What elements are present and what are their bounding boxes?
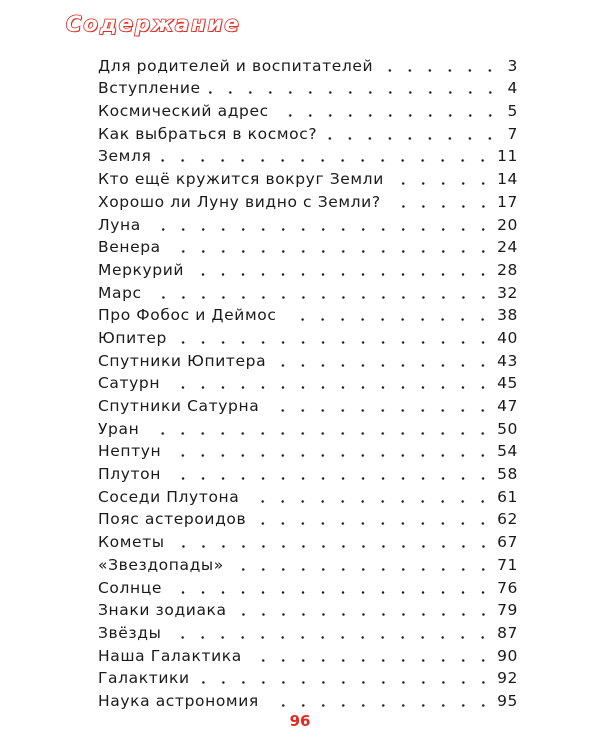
toc-entry[interactable] — [98, 98, 518, 121]
toc-entry[interactable] — [98, 620, 518, 643]
toc-entry-title: Пояс астероидов — [98, 510, 247, 529]
dot-leader — [277, 114, 500, 117]
toc-entry-page: 38 — [497, 306, 518, 325]
toc-entry[interactable] — [98, 575, 518, 598]
toc-entry[interactable] — [98, 189, 518, 212]
toc-entry-page: 5 — [507, 102, 518, 121]
dot-leader — [247, 500, 493, 503]
dot-leader — [381, 69, 500, 72]
page-title: Содержание — [66, 12, 241, 36]
toc-entry-page: 79 — [497, 601, 518, 620]
toc-entry-title: Для родителей и воспитателей — [98, 56, 374, 75]
dot-leader — [235, 613, 493, 616]
toc-entry-page: 90 — [497, 646, 518, 665]
toc-entry-title: Соседи Плутона — [98, 487, 240, 506]
toc-entry[interactable] — [98, 371, 518, 394]
dot-leader — [159, 159, 493, 162]
toc-entry-page: 58 — [497, 465, 518, 484]
dot-leader — [169, 454, 493, 457]
toc-entry-page: 50 — [497, 419, 518, 438]
toc-entry-title: Плутон — [98, 465, 161, 484]
toc-entry-title: Марс — [98, 283, 142, 302]
toc-entry-page: 76 — [497, 578, 518, 597]
toc-entry-page: 95 — [497, 691, 518, 710]
toc-entry-title: Хорошо ли Луну видно с Земли? — [98, 192, 381, 211]
dot-leader — [209, 91, 500, 94]
toc-entry-page: 61 — [497, 487, 518, 506]
toc-entry[interactable] — [98, 507, 518, 530]
dot-leader — [175, 341, 493, 344]
toc-entry[interactable] — [98, 212, 518, 235]
dot-leader — [325, 137, 500, 140]
toc-entry-page: 54 — [497, 442, 518, 461]
dot-leader — [169, 636, 493, 639]
toc-entry-title: Юпитер — [98, 328, 167, 347]
toc-entry-title: Про Фобос и Деймос — [98, 306, 277, 325]
toc-entry[interactable] — [98, 53, 518, 76]
toc-entry[interactable] — [98, 666, 518, 689]
toc-entry[interactable] — [98, 688, 518, 711]
toc-entry-page: 20 — [497, 215, 518, 234]
dot-leader — [147, 432, 493, 435]
toc-entry[interactable] — [98, 393, 518, 416]
toc-entry[interactable] — [98, 552, 518, 575]
toc-entry[interactable] — [98, 280, 518, 303]
toc-entry-page: 4 — [507, 79, 518, 98]
toc-entry[interactable] — [98, 643, 518, 666]
toc-entry-title: Солнце — [98, 578, 163, 597]
toc-entry-title: «Звездопады» — [98, 555, 224, 574]
dot-leader — [192, 273, 493, 276]
toc-entry-page: 14 — [497, 170, 518, 189]
toc-entry[interactable] — [98, 461, 518, 484]
toc-entry[interactable] — [98, 144, 518, 167]
dot-leader — [169, 477, 493, 480]
toc-entry-page: 92 — [497, 669, 518, 688]
toc-entry[interactable] — [98, 598, 518, 621]
toc-entry-page: 67 — [497, 533, 518, 552]
toc-entry-page: 3 — [507, 56, 518, 75]
dot-leader — [232, 568, 493, 571]
dot-leader — [274, 364, 493, 367]
dot-leader — [198, 681, 493, 684]
toc-entry-page: 40 — [497, 328, 518, 347]
toc-entry-title: Звёзды — [98, 623, 162, 642]
toc-entry-title: Галактики — [98, 669, 190, 688]
toc-entry[interactable] — [98, 484, 518, 507]
toc-entry-title: Спутники Сатурна — [98, 397, 260, 415]
toc-entry-title: Космический адрес — [98, 102, 269, 121]
toc-entry[interactable] — [98, 235, 518, 258]
toc-entry-title: Меркурий — [98, 260, 185, 279]
toc-entry-page: 17 — [497, 192, 518, 211]
toc-entry[interactable] — [98, 348, 518, 371]
toc-entry-page: 24 — [497, 238, 518, 257]
toc-entry[interactable] — [98, 121, 518, 144]
toc-entry-title: Сатурн — [98, 374, 161, 393]
toc-entry-title: Спутники Юпитера — [98, 351, 267, 370]
dot-leader — [267, 704, 493, 707]
toc-entry-title: Луна — [98, 215, 141, 234]
toc-entry-page: 71 — [497, 555, 518, 574]
toc-entry-page: 45 — [497, 374, 518, 393]
dot-leader — [267, 409, 493, 412]
toc-entry-page: 11 — [497, 147, 518, 166]
dot-leader — [170, 591, 493, 594]
toc-entry[interactable] — [98, 166, 518, 189]
toc-entry[interactable] — [98, 76, 518, 99]
dot-leader — [284, 318, 493, 321]
toc-entry-page: 43 — [497, 351, 518, 370]
toc-entry-title: Кометы — [98, 533, 165, 552]
dot-leader — [250, 659, 493, 662]
toc-entry-title: Как выбраться в космос? — [98, 124, 318, 143]
dot-leader — [168, 386, 493, 389]
toc-entry-page: 47 — [497, 397, 518, 415]
dot-leader — [173, 545, 493, 548]
toc-entry-title: Нептун — [98, 442, 162, 461]
toc-entry-page: 62 — [497, 510, 518, 529]
toc-entry-title: Кто ещё кружится вокруг Земли — [98, 170, 384, 189]
toc-entry[interactable] — [98, 303, 518, 326]
toc-entry-title: Знаки зодиака — [98, 601, 227, 620]
toc-entry[interactable] — [98, 257, 518, 280]
toc-entry[interactable] — [98, 416, 518, 439]
dot-leader — [254, 522, 493, 525]
toc-entry[interactable] — [98, 529, 518, 552]
toc-entry-title: Наша Галактика — [98, 646, 242, 665]
toc-entry-title: Земля — [98, 147, 152, 166]
toc-entry-page: 7 — [507, 124, 518, 143]
dot-leader — [392, 182, 493, 185]
toc-entry-title: Венера — [98, 238, 161, 257]
dot-leader — [169, 250, 493, 253]
dot-leader — [150, 296, 493, 299]
toc-entry-page: 32 — [497, 283, 518, 302]
toc-entry-title: Уран — [98, 419, 140, 438]
dot-leader — [149, 228, 493, 231]
toc-entry-page: 28 — [497, 260, 518, 279]
toc-entry-title: Наука астрономия — [98, 691, 259, 710]
toc-entry[interactable] — [98, 325, 518, 348]
dot-leader — [389, 205, 493, 208]
page-number: 96 — [289, 712, 311, 730]
toc-entry-page: 87 — [497, 623, 518, 642]
toc-entry-title: Вступление — [98, 79, 201, 98]
toc-entry[interactable] — [98, 439, 518, 462]
table-of-contents — [98, 53, 518, 711]
